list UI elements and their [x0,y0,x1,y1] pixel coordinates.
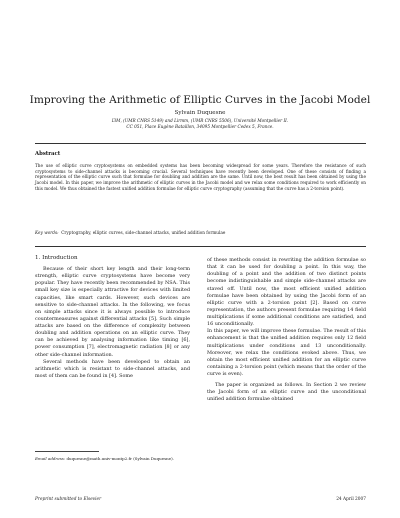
body-paragraph: In this paper, we will improve these formulae. The result of this enhancement is that the unified addition requires only 12 field multiplications under conditions and 13 unconditionally. Moreover, we relax the conditions evoked above. Thus, we obtain the most efficient unified addition for an elliptic curve containing a 2-torsion point (which means that the order of the curve is even). [207,328,366,377]
body-paragraph: The paper is organized as follows. In Section 2 we review the Jacobi form of an elliptic curve and the unconditional unified addition formulae obtained [207,382,366,403]
footnote-label: Email address: [35,456,66,461]
keywords [35,230,366,235]
keywords-label: Key words: [35,230,59,235]
footnote-rule [35,451,99,452]
body-paragraph: of these methods consist in rewriting the addition formulae so that it can be used for doubling a point. In this way, the doubling of a point and the addition of two distinct points become indistinguishable and simple side-channel attacks are staved off. Until now, the most efficient unified addition formulae have been obtained by using the Jacobi form of an elliptic curve with a 2-torsion point [2]. Based on curve representation, the authors present formulae requiring 14 field multiplications if some additional conditions are satisfied, and 16 unconditionally. [207,257,366,328]
abstract-bottom-rule [35,246,366,247]
footer-submission-note: Preprint submitted to Elsevier [35,497,102,502]
right-column [207,257,366,404]
paper-title: Improving the Arithmetic of Elliptic Curves in the Jacobi Model [29,94,371,106]
footnote [35,456,190,461]
section-heading: 1. Introduction [35,255,78,261]
abstract-text: The use of elliptic curve cryptosystems on embedded systems has been becoming widespread for some years. Therefore the resistance of such cryptosystems to side-channel attacks is becoming crucial. Several techniques have recently been developed. One of these consists of finding a representation of the elliptic curve such that formulae for doubling and addition are the same. Until now, the best result has been obtained by using the Jacobi model. In this paper, we improve the arithmetic of elliptic curves in the Jacobi model and we relax some conditions required to work efficiently on this model. We thus obtained the fastest unified addition formulae for elliptic curve cryptography (assuming that the curve has a 2-torsion point). [35,163,366,191]
footer-date: 24 April 2007 [336,497,366,502]
abstract-top-rule [35,143,366,144]
keywords-text: Cryptography, elliptic curves, side-channel attacks, unified addition formulae [61,230,226,235]
footnote-email: duquesne@math.univ-montp2.fr (Sylvain Duquesne). [66,456,174,461]
body-paragraph: Several methods have been developed to obtain an arithmetic which is resistant to side-channel attacks, and most of them can be found in [4]. Some [35,358,190,379]
abstract-heading: Abstract [35,151,61,157]
body-paragraph: Because of their short key length and their long-term strength, elliptic curve cryptosystems have become very popular. They have recently been recommended by NSA. This small key size is especially attractive for devices with limited capacities, like smart cards. However, such devices are sensitive to side-channel attacks. In the following, we focus on simple attacks since it is always possible to introduce countermeasures against differential attacks [5]. Such simple attacks are based on the difference of complexity between doubling and addition operations on an elliptic curve. They can be achieved by analysing information like timing [6], power consumption [7], electromagnetic radiation [8] or any other side-channel information. [35,266,190,358]
affiliation-line-2: CC 051, Place Eugène Bataillon, 34095 Montpellier Cedex 5, France. [126,124,274,129]
affiliation-line-1: I3M, (UMR CNRS 5149) and Lirmm, (UMR CNRS 5506), Université Montpellier II. [111,118,289,123]
author-name: Sylvain Duquesne [174,110,226,116]
left-column [35,266,190,380]
